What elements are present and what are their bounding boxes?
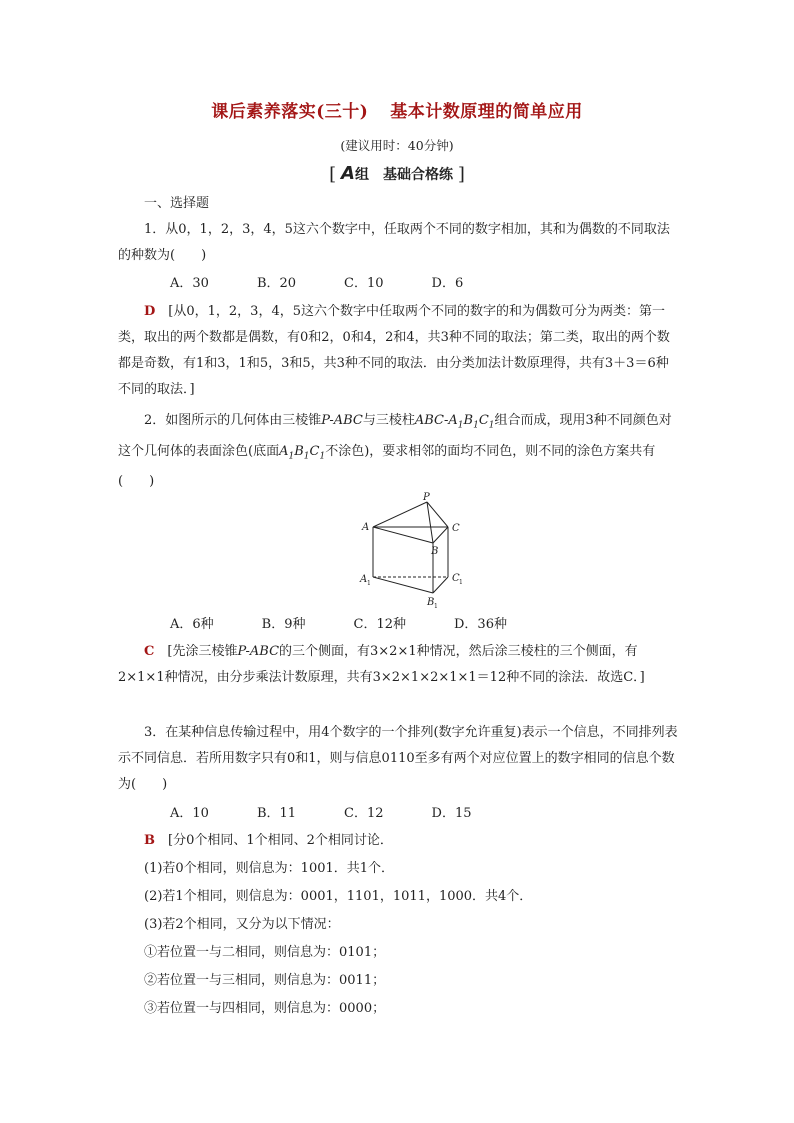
label-a: A	[362, 522, 370, 533]
q2-base-name	[279, 443, 326, 462]
label-a1: A	[360, 574, 368, 585]
label-c1-sub: 1	[459, 579, 463, 586]
q2-option-c: C．12种	[353, 617, 406, 632]
edge-a1b1	[373, 577, 433, 593]
label-b1-sub: 1	[434, 603, 438, 610]
q1-option-b: B．20	[256, 276, 297, 291]
q2-option-a: A．6种	[170, 617, 214, 632]
q2-stem-part: 与三棱柱	[362, 413, 415, 428]
q2-options	[118, 612, 678, 638]
group-right-bracket: ]	[457, 164, 465, 185]
group-heading	[0, 163, 794, 184]
q1-option-d: D．6	[431, 276, 464, 291]
title-left: 课后素养落实(三十)	[211, 102, 369, 122]
q2-solution	[118, 639, 678, 691]
q3-answer: B	[144, 833, 155, 848]
subscript: 1	[303, 451, 310, 462]
q3-solution-line: ③若位置一与四相同，则信息为：0000；	[144, 1001, 386, 1016]
q2-base-c: C	[309, 443, 320, 459]
q2-solution-pyramid: P-ABC	[237, 644, 280, 659]
q3-solution-line: ②若位置一与三相同，则信息为：0011；	[144, 973, 386, 988]
q3-option-d: D．15	[431, 806, 472, 821]
section-heading: 一、选择题	[144, 196, 210, 211]
q2-prism-name	[414, 413, 495, 431]
q2-stem-part: 不涂色)，要求相邻的面均不同色，则不同的涂色方案共有( )	[118, 443, 656, 490]
edge-bc	[433, 527, 448, 543]
group-name: 基础合格练	[382, 167, 453, 183]
time-suggestion: (建议用时：40分钟)	[340, 138, 454, 153]
subscript: 1	[457, 420, 464, 431]
q2-base-b: B	[294, 443, 304, 459]
edge-pa	[373, 502, 427, 527]
q1-answer: D	[144, 304, 156, 319]
label-p: P	[423, 492, 430, 503]
q2-base-a: A	[279, 443, 289, 459]
q3-solution-line: (1)若0个相同，则信息为：1001．共1个．	[144, 861, 395, 876]
q2-stem	[118, 408, 678, 495]
subscript: 1	[319, 451, 326, 462]
edge-b1c1	[433, 577, 448, 593]
q3-stem: 3．在某种信息传输过程中，用4个数字的一个排列(数字允许重复)表示一个信息，不同排列表示不同信息．若所用数字只有0和1，则与信息0110至多有两个对应位置上的数字相同的信息个数为( )	[118, 725, 678, 792]
subscript: 1	[488, 420, 495, 431]
q1-option-a: A．30	[170, 276, 209, 291]
q1-options	[118, 271, 678, 297]
q3-option-a: A．10	[170, 806, 209, 821]
q2-solution-part: [先涂三棱锥	[167, 644, 238, 659]
q2-prism-b: B	[463, 413, 474, 428]
subscript: 1	[473, 420, 479, 431]
edge-ab	[373, 527, 433, 543]
q2-option-b: B．9种	[261, 617, 306, 632]
q2-answer: C	[144, 644, 155, 659]
q3-option-b: B．11	[256, 806, 297, 821]
label-c1: C	[452, 573, 460, 584]
subscript: 1	[288, 451, 295, 462]
q2-stem-part: 组合而成，现用3种不同颜色对这个几何体的表面涂色(底面	[118, 413, 672, 459]
group-letter: A	[341, 163, 355, 184]
q1-option-c: C．10	[344, 276, 384, 291]
q3-solution-line: ①若位置一与二相同，则信息为：0101；	[144, 945, 386, 960]
q2-option-d: D．36种	[454, 617, 507, 632]
group-left-bracket: [	[329, 164, 337, 185]
geometry-figure	[355, 490, 475, 612]
q3-option-c: C．12	[344, 806, 384, 821]
q3-solution-intro-text: [分0个相同、1个相同、2个相同讨论．	[168, 833, 393, 848]
q1-solution	[118, 299, 678, 403]
q2-pyramid-name: P-ABC	[321, 413, 363, 428]
q2-prism-a: ABC-A	[414, 413, 458, 428]
label-b1: B	[427, 597, 435, 608]
q2-prism-c: C	[478, 413, 489, 428]
q3-solution-line: (3)若2个相同，又分为以下情况：	[144, 917, 340, 932]
group-word: 组	[354, 167, 369, 183]
q3-options	[118, 801, 678, 827]
label-c: C	[452, 523, 460, 534]
page-title	[0, 97, 794, 122]
q3-solution-line: (2)若1个相同，则信息为：0001，1101，1011，1000．共4个．	[144, 889, 533, 904]
label-b: B	[431, 546, 439, 557]
q2-stem-part: 2．如图所示的几何体由三棱锥	[144, 413, 322, 428]
q3-solution-intro	[118, 828, 678, 854]
q1-solution-text: [从0，1，2，3，4，5这六个数字中任取两个不同的数字的和为偶数可分为两类：第一类，取出的两个数都是偶数，有0和2，0和4，2和4，共3种不同的取法；第二类，取出的两个数都是奇数，有1和3，1和5，3和5，共3种不同的取法．由分类加法计数原理得，共有3＋3＝6种不同的取法．]	[118, 304, 670, 397]
q1-stem: 1．从0，1，2，3，4，5这六个数字中，任取两个不同的数字相加，其和为偶数的不同取法的种数为( )	[118, 222, 670, 263]
label-a1-sub: 1	[367, 580, 371, 587]
title-right: 基本计数原理的简单应用	[390, 102, 583, 122]
q2-solution-part: 的三个侧面，有3×2×1种情况，然后涂三棱柱的三个侧面，有2×1×1种情况，由分步乘法计数原理，共有3×2×1×2×1×1＝12种不同的涂法．故选C．]	[118, 644, 645, 685]
